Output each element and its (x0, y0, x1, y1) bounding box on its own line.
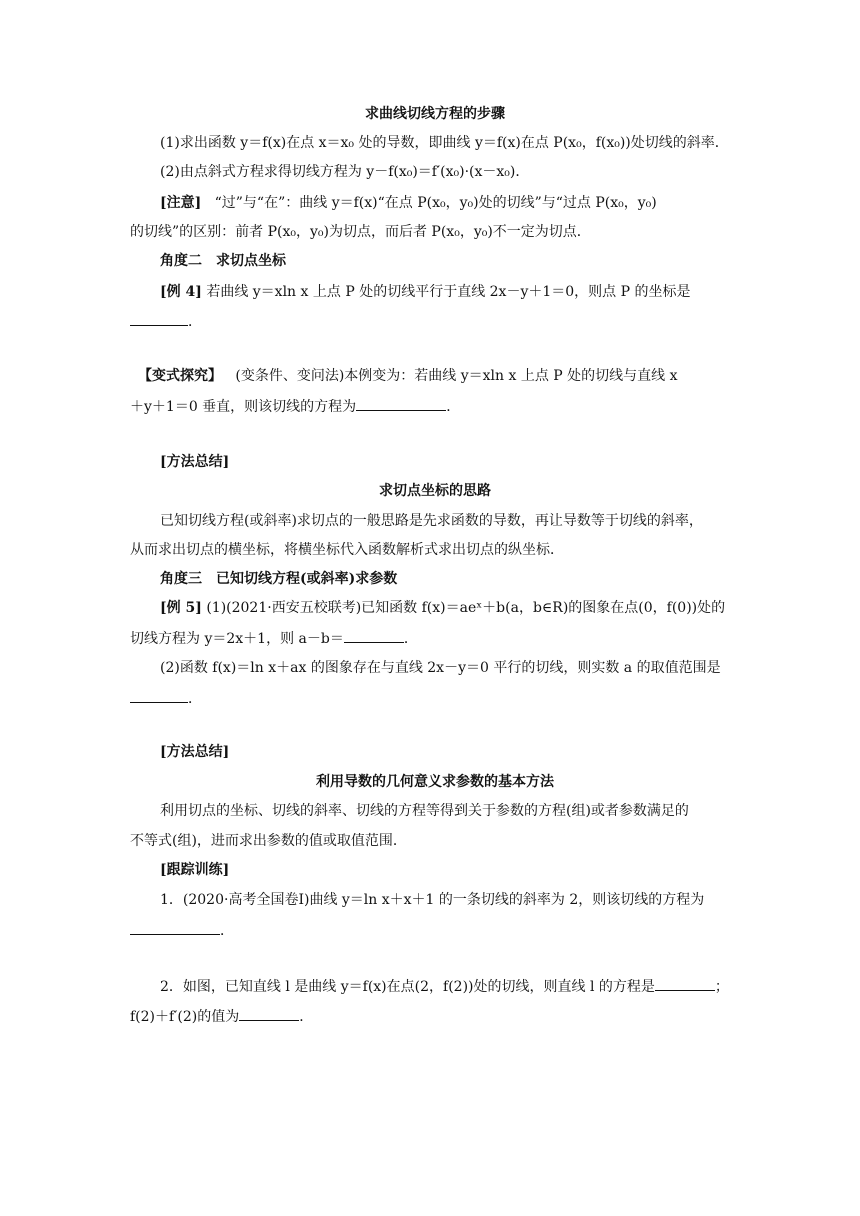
punctuation: ． (188, 691, 202, 707)
angle-2-heading: 角度二 求切点坐标 (160, 253, 286, 269)
example-5-part-1-text: (1)(2021·西安五校联考)已知函数 f(x)＝aeˣ＋b(a，b∈R)的图象在点(0，f(0))处的 (206, 600, 726, 616)
step-1: (1)求出函数 y＝f(x)在点 x＝x₀ 处的导数，即曲线 y＝f(x)在点 P(x₀，f(x₀))处切线的斜率． (160, 135, 729, 151)
example-5-line-1 (160, 598, 725, 618)
question-2-line-2 (130, 1006, 313, 1027)
note-label: [注意] (160, 195, 202, 211)
example-5-line-2 (130, 628, 418, 649)
example-5-part-1-text-2: 切线方程为 y＝2x＋1，则 a－b＝ (130, 631, 344, 647)
example-4-line-2 (130, 311, 202, 332)
variant-text-2: ＋y＋1＝0 垂直，则该切线的方程为 (130, 399, 357, 415)
variant-line-1 (138, 366, 678, 386)
note-line-1 (160, 193, 657, 213)
summary-1-line-1: 已知切线方程(或斜率)求切点的一般思路是先求函数的导数，再让导数等于切线的斜率， (160, 513, 703, 529)
summary-2-line-2: 不等式(组)，进而求出参数的值或取值范围． (130, 833, 407, 849)
section-title-tangent-steps: 求曲线切线方程的步骤 (365, 106, 505, 122)
example-4-text: 若曲线 y＝xln x 上点 P 处的切线平行于直线 2x－y＋1＝0，则点 P 的坐标是 (206, 284, 691, 300)
answer-blank[interactable] (130, 311, 188, 326)
question-1-line-2 (130, 920, 234, 941)
method-summary-label-1: [方法总结] (160, 454, 230, 470)
variant-line-2 (130, 396, 460, 417)
method-summary-label-2: [方法总结] (160, 744, 230, 760)
example-4-line-1 (160, 282, 691, 302)
question-2-text-1: 2．如图，已知直线 l 是曲线 y＝f(x)在点(2，f(2))处的切线，则直线 l 的方程是 (160, 979, 655, 995)
punctuation: ． (220, 923, 234, 939)
angle-3-heading: 角度三 已知切线方程(或斜率)求参数 (160, 571, 398, 587)
punctuation: ． (188, 314, 202, 330)
summary-1-title: 求切点坐标的思路 (379, 483, 491, 499)
question-2-line-1 (160, 976, 729, 997)
punctuation: ． (446, 399, 461, 415)
answer-blank[interactable] (655, 976, 715, 991)
example-5-label: [例 5] (160, 600, 202, 616)
punctuation: ． (299, 1009, 314, 1025)
note-line-2: 的切线”的区别：前者 P(x₀，y₀)为切点，而后者 P(x₀，y₀)不一定为切点． (130, 224, 591, 240)
answer-blank[interactable] (239, 1006, 299, 1021)
answer-blank[interactable] (356, 396, 446, 411)
punctuation: ； (714, 979, 729, 995)
step-2: (2)由点斜式方程求得切线方程为 y－f(x₀)＝f′(x₀)·(x－x₀)． (160, 164, 530, 180)
answer-blank[interactable] (344, 628, 404, 643)
answer-blank[interactable] (130, 920, 220, 935)
variant-label: 【变式探究】 (138, 368, 222, 384)
summary-1-line-2: 从而求出切点的横坐标，将横坐标代入函数解析式求出切点的纵坐标． (130, 542, 564, 558)
summary-2-line-1: 利用切点的坐标、切线的斜率、切线的方程等得到关于参数的方程(组)或者参数满足的 (160, 803, 689, 819)
example-4-label: [例 4] (160, 284, 202, 300)
example-5-part-2: (2)函数 f(x)＝ln x＋ax 的图象存在与直线 2x－y＝0 平行的切线，则实数 a 的取值范围是 (160, 660, 721, 676)
question-2-text-2: f(2)＋f′(2)的值为 (130, 1009, 240, 1025)
summary-2-title: 利用导数的几何意义求参数的基本方法 (316, 774, 554, 790)
training-label: [跟踪训练] (160, 862, 230, 878)
question-1-line-1: 1．(2020·高考全国卷Ⅰ)曲线 y＝ln x＋x＋1 的一条切线的斜率为 2，则该切线的方程为 (160, 892, 705, 908)
punctuation: ． (403, 631, 418, 647)
variant-text-1: (变条件、变问法)本例变为：若曲线 y＝xln x 上点 P 处的切线与直线 x (235, 368, 678, 384)
note-text-1: “过”与“在”：曲线 y＝f(x)“在点 P(x₀，y₀)处的切线”与“过点 P(x₀，y₀) (214, 195, 657, 211)
example-5-line-4 (130, 688, 202, 709)
answer-blank[interactable] (130, 688, 188, 703)
